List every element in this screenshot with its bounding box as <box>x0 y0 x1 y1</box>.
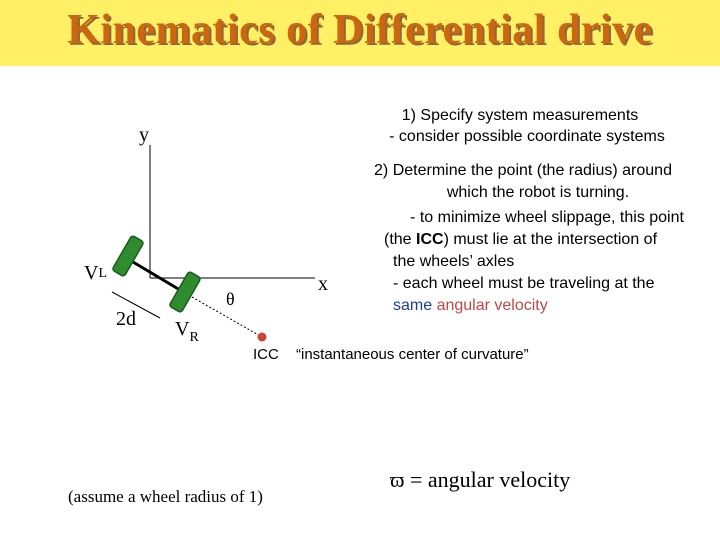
icc-bold-term: ICC <box>416 231 444 248</box>
icc-point <box>258 333 267 342</box>
axis-x-label: x <box>318 273 328 295</box>
angular-velocity-text: angular velocity <box>436 297 548 314</box>
step2-line2: which the robot is turning. <box>446 184 630 201</box>
right-wheel <box>169 271 201 313</box>
two-d-label: 2d <box>116 308 136 330</box>
step2-line4 <box>384 231 657 249</box>
omega-text: = angular velocity <box>404 467 571 492</box>
same-text: same <box>393 297 433 314</box>
omega-symbol: ϖ <box>390 467 405 492</box>
vr-subscript: R <box>189 330 199 345</box>
step2-line5: the wheels’ axles <box>393 253 515 270</box>
step1-line1: 1) Specify system measurements <box>401 107 639 124</box>
step2-line6: - each wheel must be traveling at the <box>393 275 655 292</box>
step2-line4-post: ) must lie at the intersection of <box>443 231 658 248</box>
step2-line3: - to minimize wheel slippage, this point <box>410 209 684 226</box>
vl-subscript: L <box>98 266 108 281</box>
step2-line4-pre: (the <box>384 231 417 248</box>
vr-letter: V <box>175 318 190 340</box>
omega-note <box>390 467 570 493</box>
vl-label <box>84 262 107 285</box>
left-wheel <box>112 235 144 277</box>
axis-y-label: y <box>139 124 149 146</box>
icc-label: ICC <box>253 346 279 363</box>
step1-line2: - consider possible coordinate systems <box>389 128 665 145</box>
step2-line7 <box>393 297 548 315</box>
theta-label: θ <box>226 289 235 309</box>
icc-description: “instantaneous center of curvature” <box>296 346 529 363</box>
step2-line1: 2) Determine the point (the radius) around <box>374 162 672 179</box>
vr-label <box>175 318 199 346</box>
slide-title: Kinematics of Differential drive <box>67 7 653 53</box>
vl-letter: V <box>84 262 99 284</box>
wheel-radius-note: (assume a wheel radius of 1) <box>68 487 263 506</box>
